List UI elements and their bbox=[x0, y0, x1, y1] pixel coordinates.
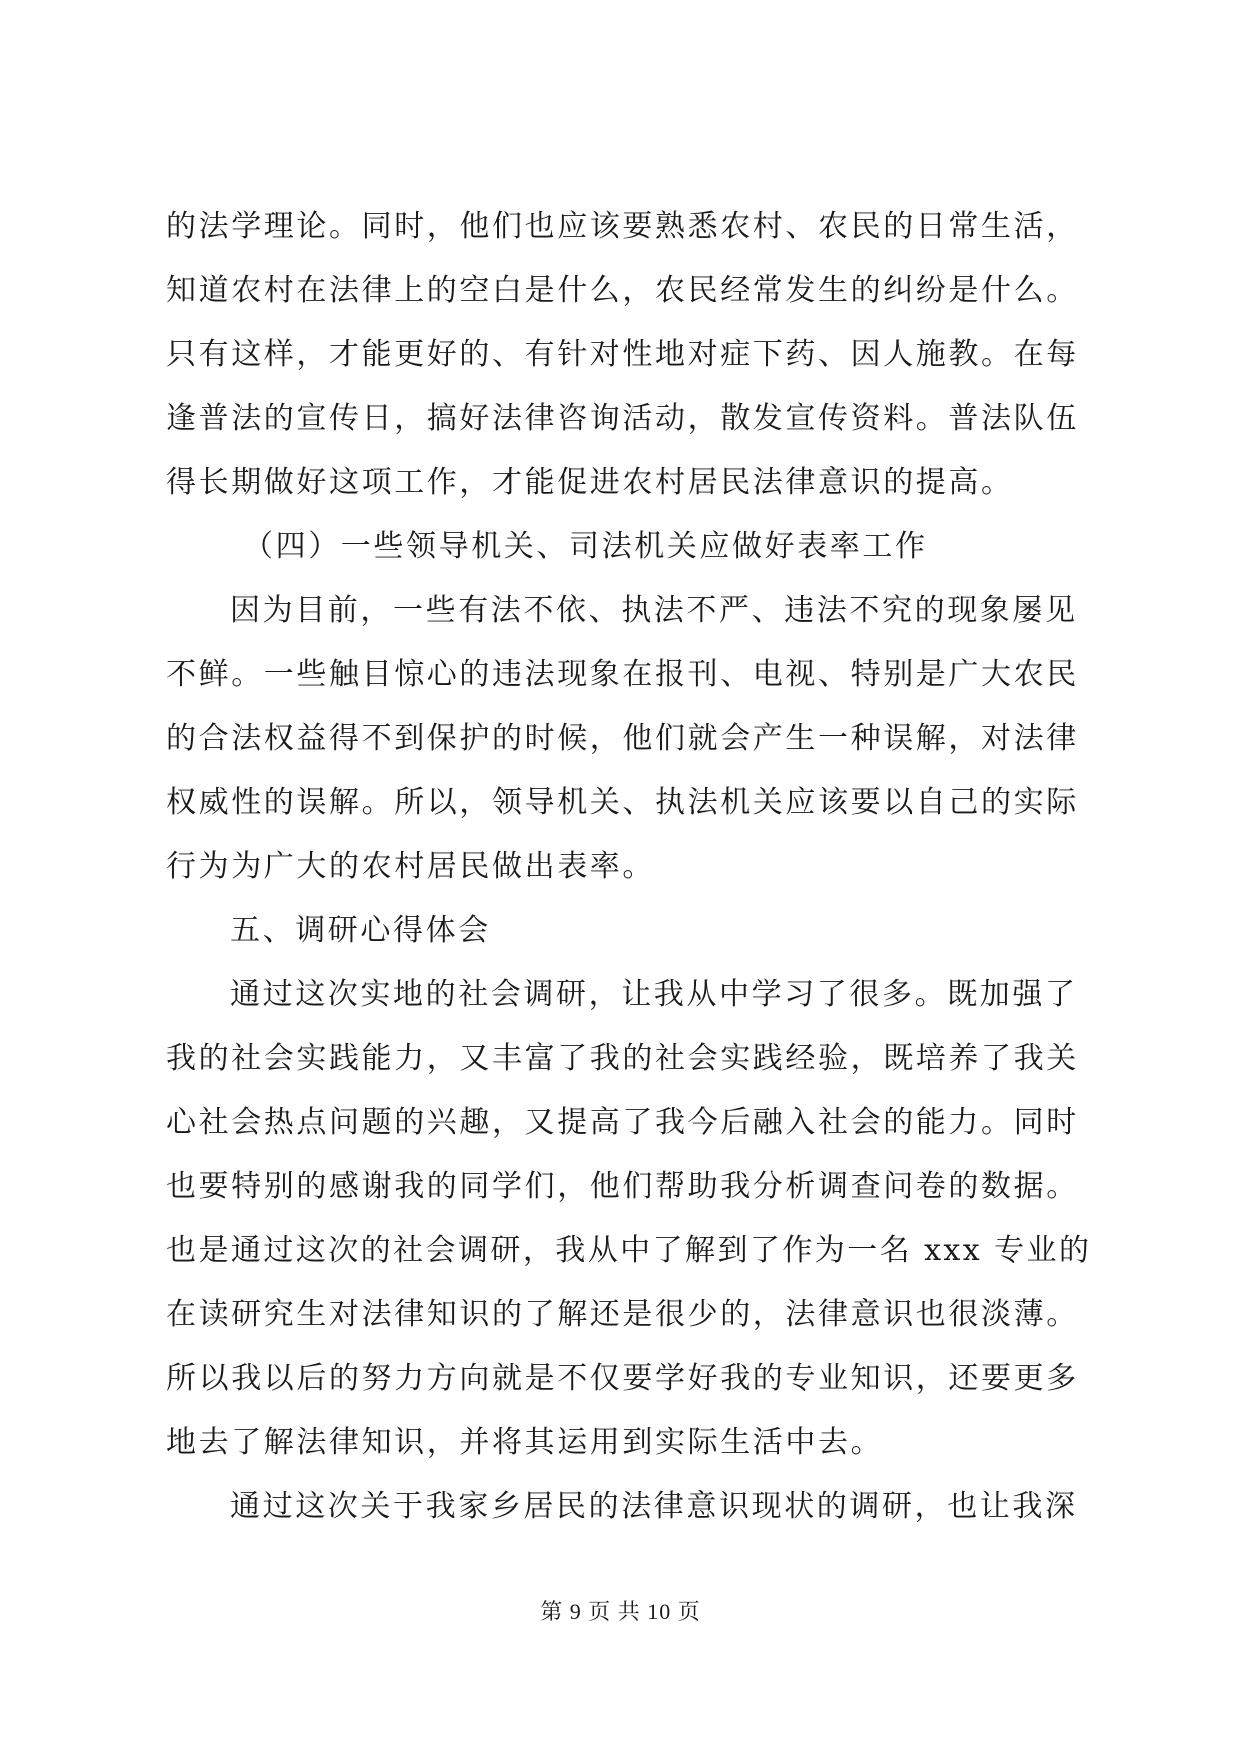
body-text-line: 地去了解法律知识，并将其运用到实际生活中去。 bbox=[166, 1425, 884, 1460]
body-text-line: 只有这样，才能更好的、有针对性地对症下药、因人施教。在每 bbox=[166, 337, 1079, 372]
body-text-line: 的法学理论。同时，他们也应该要熟悉农村、农民的日常生活， bbox=[166, 209, 1079, 244]
body-text-line: 行为为广大的农村居民做出表率。 bbox=[166, 849, 655, 884]
body-text-line: 我的社会实践能力，又丰富了我的社会实践经验，既培养了我关 bbox=[166, 1041, 1079, 1076]
body-text-line: 的合法权益得不到保护的时候，他们就会产生一种误解，对法律 bbox=[166, 721, 1079, 756]
body-text-line: 权威性的误解。所以，领导机关、执法机关应该要以自己的实际 bbox=[166, 785, 1079, 820]
body-text-line: 得长期做好这项工作，才能促进农村居民法律意识的提高。 bbox=[166, 465, 1014, 500]
paragraph-first-line: 通过这次实地的社会调研，让我从中学习了很多。既加强了 bbox=[230, 977, 1078, 1012]
page-number-footer: 第 9 页 共 10 页 bbox=[540, 1599, 701, 1624]
paragraph-first-line: 通过这次关于我家乡居民的法律意识现状的调研，也让我深 bbox=[230, 1489, 1078, 1524]
body-text-line: 所以我以后的努力方向就是不仅要学好我的专业知识，还要更多 bbox=[166, 1361, 1079, 1396]
body-text-line: 也要特别的感谢我的同学们，他们帮助我分析调查问卷的数据。 bbox=[166, 1169, 1079, 1204]
section-subheading: （四）一些领导机关、司法机关应做好表率工作 bbox=[243, 529, 928, 564]
body-text-line: 不鲜。一些触目惊心的违法现象在报刊、电视、特别是广大农民 bbox=[166, 657, 1079, 692]
body-text-line: 在读研究生对法律知识的了解还是很少的，法律意识也很淡薄。 bbox=[166, 1297, 1079, 1332]
paragraph-first-line: 因为目前，一些有法不依、执法不严、违法不究的现象屡见 bbox=[230, 593, 1078, 628]
body-text-line: 也是通过这次的社会调研，我从中了解到了作为一名 xxx 专业的 bbox=[166, 1233, 1092, 1268]
body-text-line: 心社会热点问题的兴趣，又提高了我今后融入社会的能力。同时 bbox=[166, 1105, 1079, 1140]
body-text-line: 逢普法的宣传日，搞好法律咨询活动，散发宣传资料。普法队伍 bbox=[166, 401, 1079, 436]
body-text-line: 知道农村在法律上的空白是什么，农民经常发生的纠纷是什么。 bbox=[166, 273, 1079, 308]
section-heading: 五、调研心得体会 bbox=[230, 913, 491, 948]
